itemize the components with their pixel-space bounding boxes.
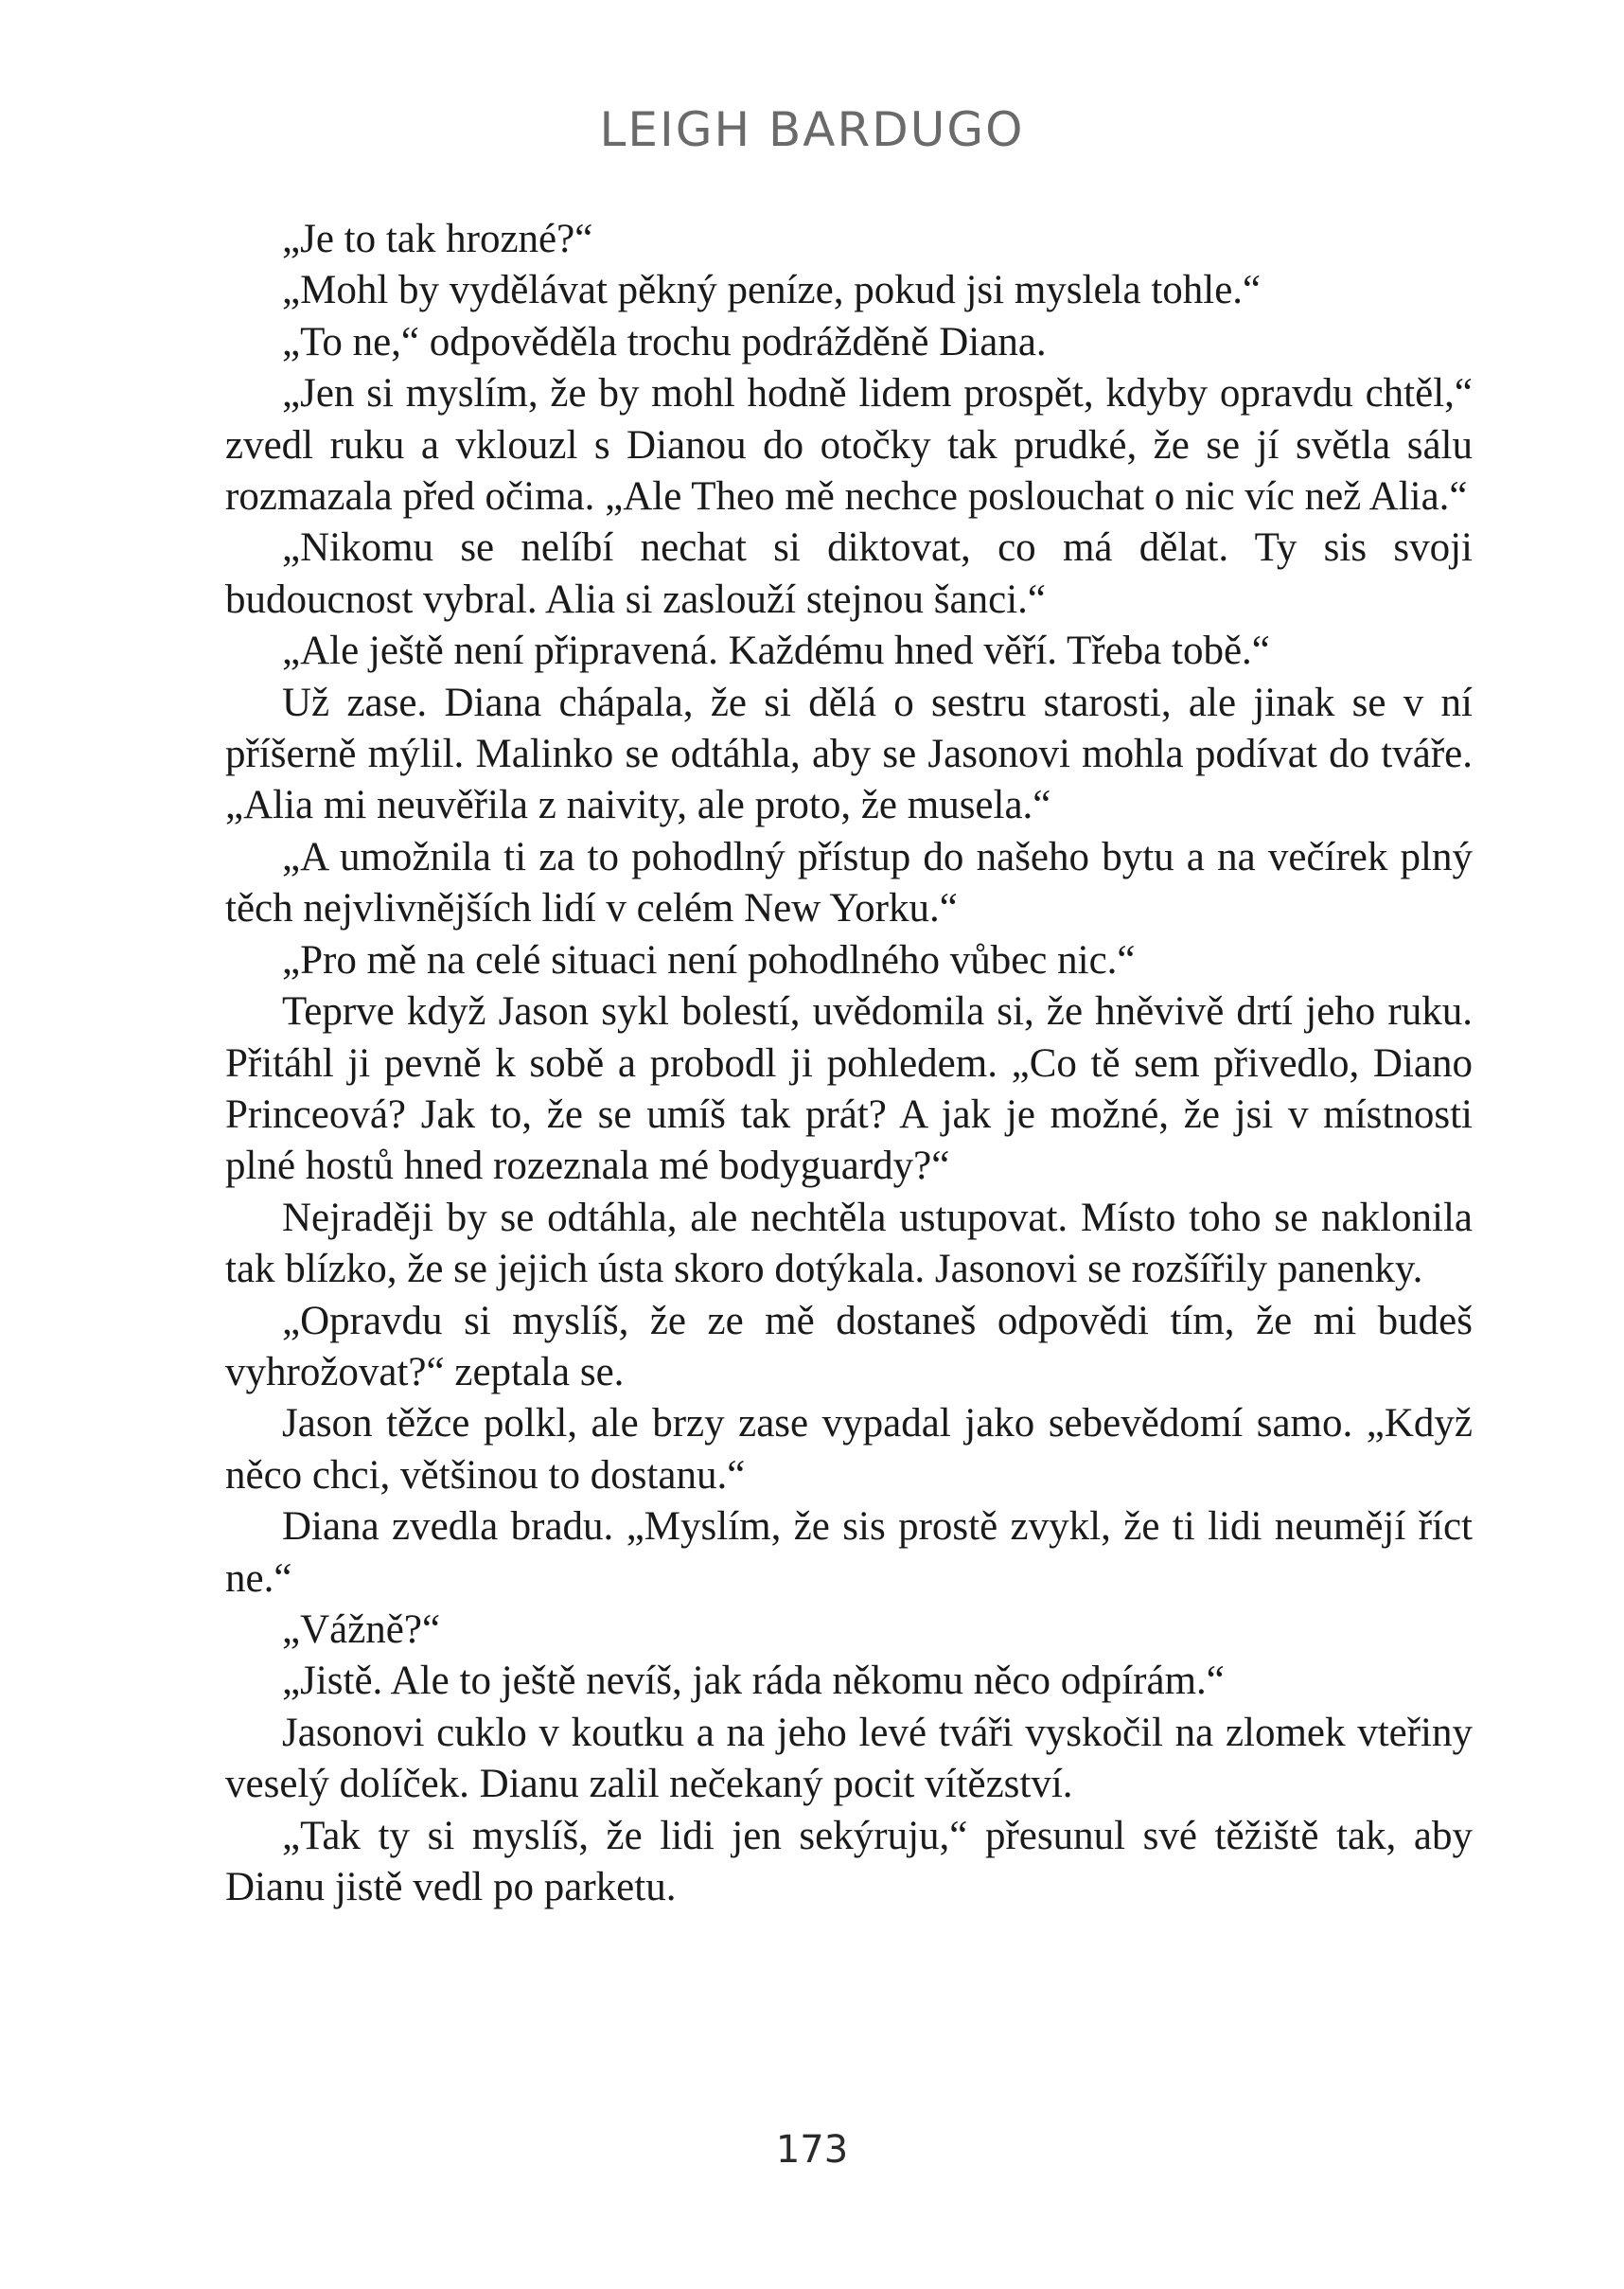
paragraph: Jason těžce polkl, ale brzy zase vypadal jako sebevědomí samo. „Když něco chci, většinou to dostanu.“ [225, 1401, 1473, 1498]
body-text [225, 214, 1473, 1913]
paragraph: „Mohl by vydělávat pěkný peníze, pokud jsi myslela tohle.“ [282, 268, 1262, 313]
paragraph: Teprve když Jason sykl bolestí, uvědomila si, že hněvivě drtí jeho ruku. Přitáhl ji pevně k sobě a probodl ji pohledem. „Co tě sem přivedlo, Diano Princeová? Jak to, že se umíš tak prát? A jak je možné, že jsi v místnosti plné hostů hned rozeznala mé bodyguardy?“ [225, 989, 1473, 1189]
paragraph: „Opravdu si myslíš, že ze mě dostaneš odpovědi tím, že mi budeš vyhrožovat?“ zeptala se. [225, 1298, 1473, 1394]
paragraph: Diana zvedla bradu. „Myslím, že sis prostě zvykl, že ti lidi neumějí říct ne.“ [225, 1504, 1473, 1601]
paragraph: Už zase. Diana chápala, že si dělá o sestru starosti, ale jinak se v ní příšerně mýlil. Malinko se odtáhla, aby se Jasonovi mohla podívat do tváře. „Alia mi neuvěřila z naivity, ale proto, že musela.“ [225, 680, 1473, 828]
paragraph: Nejraději by se odtáhla, ale nechtěla ustupovat. Místo toho se naklonila tak blízko, že se jejich ústa skoro dotýkala. Jasonovi se rozšířily panenky. [225, 1195, 1473, 1292]
paragraph: „To ne,“ odpověděla trochu podrážděně Diana. [282, 319, 1047, 364]
paragraph: „Je to tak hrozné?“ [282, 217, 593, 261]
paragraph: Jasonovi cuklo v koutku a na jeho levé tváři vyskočil na zlomek vteřiny veselý dolíček. Dianu zalil nečekaný pocit vítězství. [225, 1710, 1473, 1807]
paragraph: „Jistě. Ale to ještě nevíš, jak ráda někomu něco odpírám.“ [282, 1659, 1225, 1704]
paragraph: „Tak ty si myslíš, že lidi jen sekýruju,“ přesunul své těžiště tak, aby Dianu jistě vedl po parketu. [225, 1813, 1473, 1909]
paragraph: „Nikomu se nelíbí nechat si diktovat, co má dělat. Ty sis svoji budoucnost vybral. Alia si zaslouží stejnou šanci.“ [225, 525, 1473, 622]
paragraph: „Pro mě na celé situaci není pohodlného vůbec nic.“ [282, 937, 1136, 983]
paragraph: „Jen si myslím, že by mohl hodně lidem prospět, kdyby opravdu chtěl,“ zvedl ruku a vklouzl s Dianou do otočky tak prudké, že se jí světla sálu rozmazala před očima. „Ale Theo mě nechce poslouchat o nic víc než Alia.“ [225, 371, 1473, 520]
page-number: 173 [775, 2128, 849, 2172]
paragraph: „Vážně?“ [282, 1606, 441, 1652]
paragraph: „A umožnila ti za to pohodlný přístup do našeho bytu a na večírek plný těch nejvlivnějších lidí v celém New Yorku.“ [225, 834, 1473, 932]
running-header-author: LEIGH BARDUGO [599, 102, 1025, 157]
paragraph: „Ale ještě není připravená. Každému hned věří. Třeba tobě.“ [282, 629, 1270, 674]
